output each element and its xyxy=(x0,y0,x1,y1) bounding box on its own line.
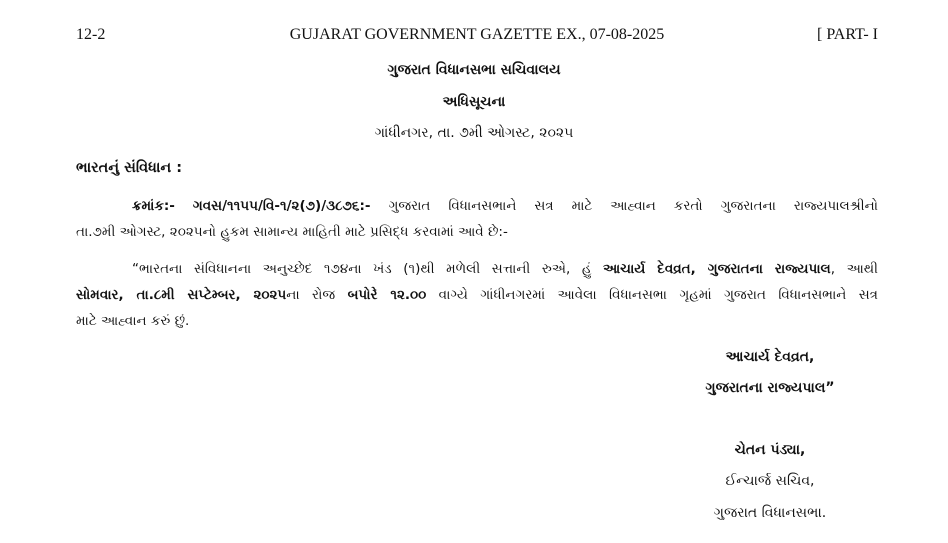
notification-title: અધિસૂચના xyxy=(442,94,506,110)
place-date: ગાંધીનગર, તા. ૭મી ઓગસ્ટ, ૨૦૨૫ xyxy=(374,125,574,141)
order-line-1-c: , આથી xyxy=(830,261,878,277)
gazette-title: GUJARAT GOVERNMENT GAZETTE EX., 07-08-2025 xyxy=(289,26,665,43)
notification-number-label: ક્રમાંક:- xyxy=(132,198,175,214)
session-time: બપોરે ૧૨.૦૦ xyxy=(347,287,427,303)
order-line-2 xyxy=(76,282,878,308)
page-number: 12-2 xyxy=(76,26,106,43)
order-paragraph xyxy=(76,256,878,334)
notification-line-2: તા.૭મી ઓગસ્ટ, ૨૦૨૫નો હુકમ સામાન્ય માહિતી માટે પ્રસિદ્ધ કરવામાં આવે છે:- xyxy=(76,224,508,240)
order-line-2-d: વાગ્યે ગાંધીનગરમાં આવેલા વિધાનસભા ગૃહમાં ગુજરાત વિધાનસભાને સત્ર xyxy=(426,287,878,303)
notification-paragraph xyxy=(76,193,878,245)
gazette-part: [ PART- I xyxy=(817,26,878,43)
order-line-3: માટે આહ્વાન કરું છું. xyxy=(76,313,190,329)
gazette-header xyxy=(76,26,878,50)
office-name: ગુજરાત વિધાનસભા સચિવાલય xyxy=(387,62,561,78)
governor-signature-designation: ગુજરાતના રાજ્યપાલ” xyxy=(705,380,835,396)
session-date: સોમવાર, તા.૮મી સપ્ટેમ્બર, ૨૦૨૫ xyxy=(76,287,287,303)
notification-line-1-text: ગુજરાત વિધાનસભાને સત્ર માટે આહ્વાન કરતો ગુજરાતના રાજ્યપાલશ્રીનો xyxy=(388,198,879,214)
order-line-1-a: “ભારતના સંવિધાનના અનુચ્છેદ ૧૭૪ના ખંડ (૧)થી મળેલી સત્તાની રુએ, હું xyxy=(132,261,603,277)
order-line-2-b: ના રોજ xyxy=(286,287,348,303)
section-heading: ભારતનું સંવિધાન : xyxy=(76,160,183,176)
secretary-office: ગુજરાત વિધાનસભા. xyxy=(713,505,827,521)
secretary-designation: ઈન્ચાર્જ સચિવ, xyxy=(725,473,815,489)
notification-number: ગવસ/૧૧૫૫/વિ-૧/૨(૭)/૩૮૭૬:- xyxy=(192,198,371,214)
notification-line-1 xyxy=(76,193,878,219)
order-line-1 xyxy=(76,256,878,282)
governor-name-inline: આચાર્ય દેવવ્રત, ગુજરાતના રાજ્યપાલ xyxy=(603,261,831,277)
secretary-name: ચેતન પંડ્યા, xyxy=(734,442,806,458)
governor-signature-name: આચાર્ય દેવવ્રત, xyxy=(725,349,815,365)
